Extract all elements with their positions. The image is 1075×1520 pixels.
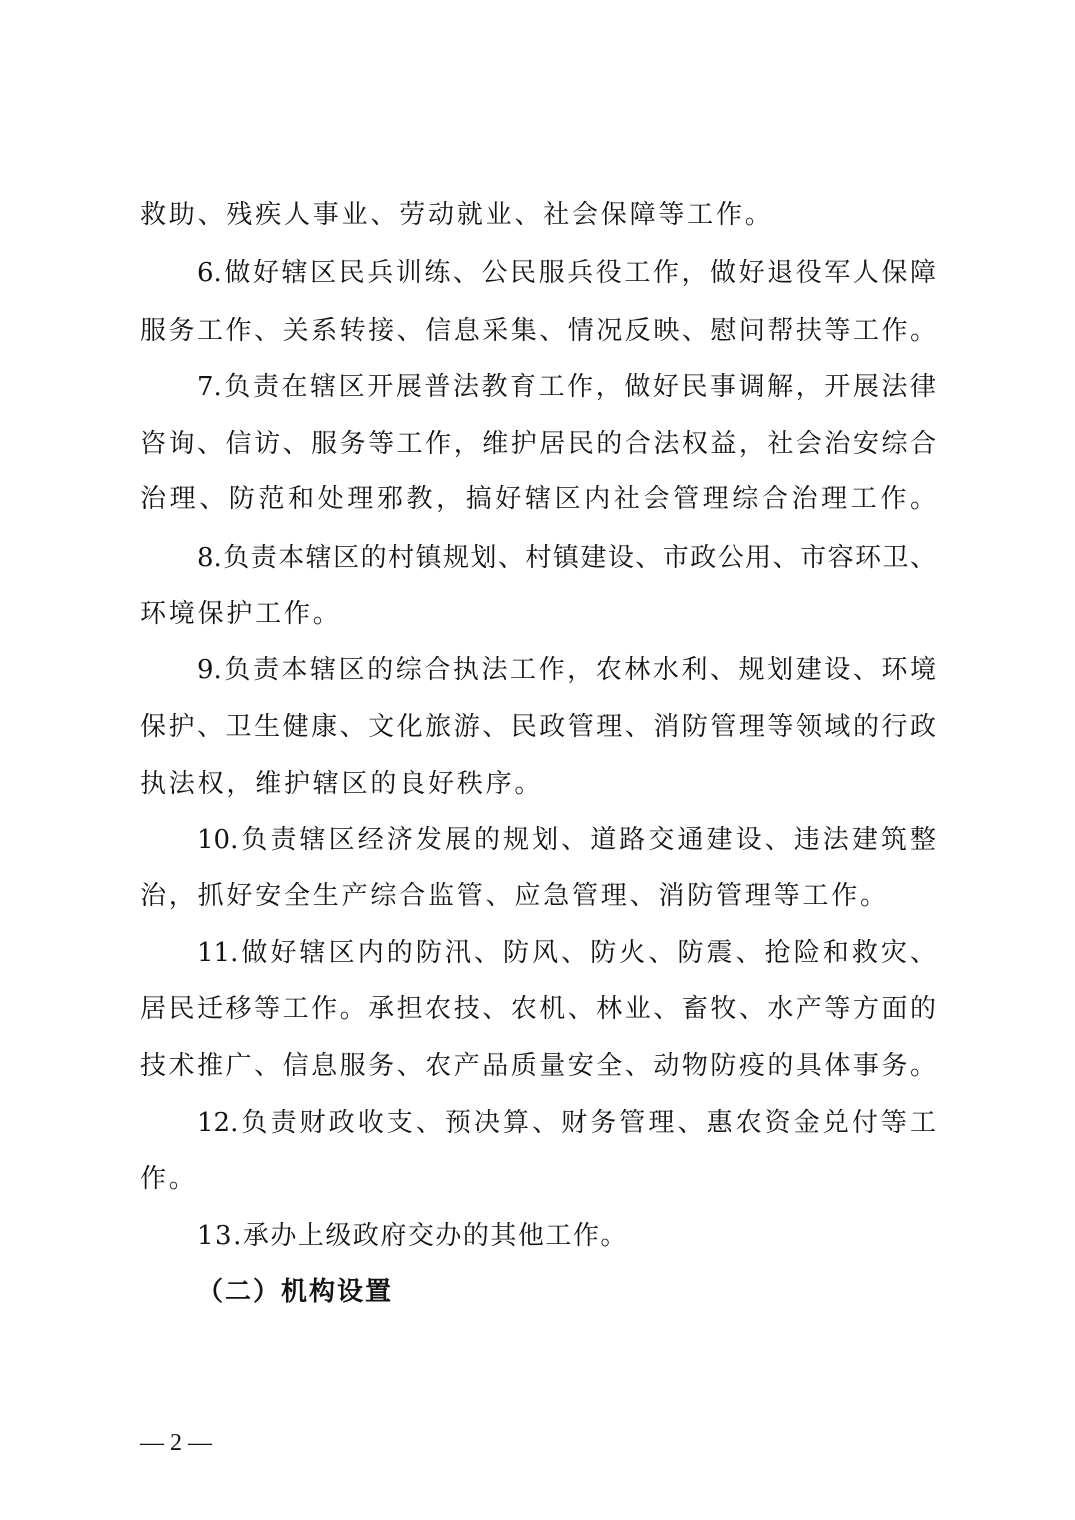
text-line: 9.负责本辖区的综合执法工作，农林水利、规划建设、环境 (197, 655, 936, 685)
text-line: 8.负责本辖区的村镇规划、村镇建设、市政公用、市容环卫、 (197, 543, 936, 573)
text-line: 技术推广、信息服务、农产品质量安全、动物防疫的具体事务。 (140, 1051, 936, 1081)
text-line: 13.承办上级政府交办的其他工作。 (197, 1221, 628, 1251)
text-line: 6.做好辖区民兵训练、公民服兵役工作，做好退役军人保障 (197, 258, 936, 288)
text-line: 11.做好辖区内的防汛、防风、防火、防震、抢险和救灾、 (197, 938, 936, 968)
text-line: 服务工作、关系转接、信息采集、情况反映、慰问帮扶等工作。 (140, 316, 936, 346)
text-line: 10.负责辖区经济发展的规划、道路交通建设、违法建筑整 (197, 825, 936, 855)
text-line: 救助、残疾人事业、劳动就业、社会保障等工作。 (140, 200, 774, 230)
text-line: 12.负责财政收支、预决算、财务管理、惠农资金兑付等工 (197, 1108, 936, 1138)
text-line: 执法权，维护辖区的良好秩序。 (140, 769, 544, 799)
text-line: 治，抓好安全生产综合监管、应急管理、消防管理等工作。 (140, 881, 889, 911)
section-heading: （二）机构设置 (197, 1277, 394, 1307)
text-line: 保护、卫生健康、文化旅游、民政管理、消防管理等领域的行政 (140, 712, 936, 742)
text-line: 7.负责在辖区开展普法教育工作，做好民事调解，开展法律 (197, 372, 936, 402)
text-line: 作。 (140, 1164, 198, 1194)
text-line: 治理、防范和处理邪教，搞好辖区内社会管理综合治理工作。 (140, 484, 936, 514)
page-number: — 2 — (140, 1430, 212, 1456)
text-line: 咨询、信访、服务等工作，维护居民的合法权益，社会治安综合 (140, 429, 936, 459)
text-line: 居民迁移等工作。承担农技、农机、林业、畜牧、水产等方面的 (140, 994, 936, 1024)
text-line: 环境保护工作。 (140, 599, 342, 629)
